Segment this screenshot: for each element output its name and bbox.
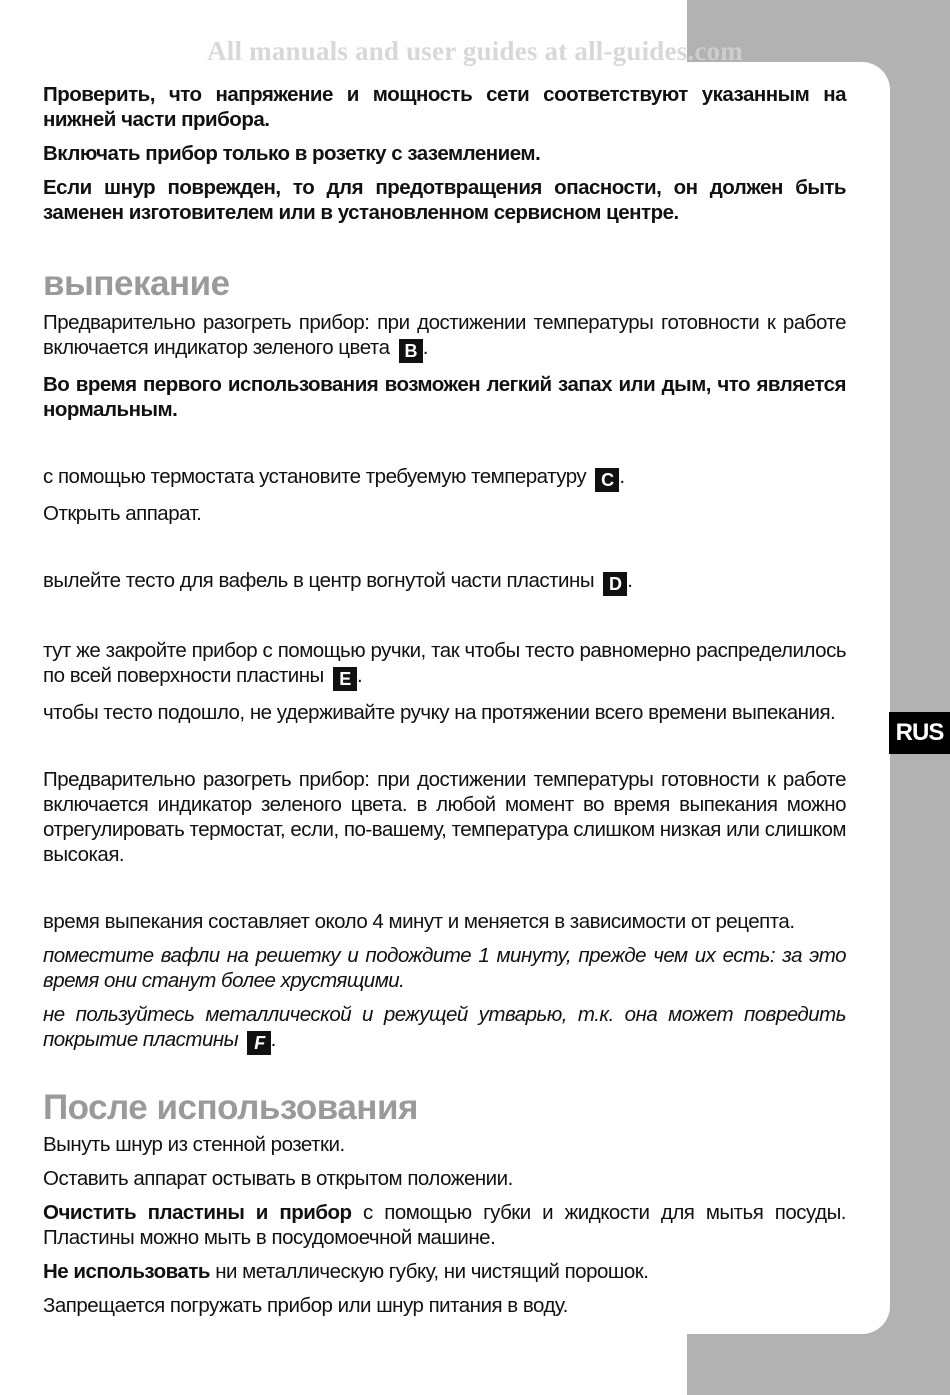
baking-preheat2-text: Предварительно разогреть прибор: при достижении температуры готовности к работе включается индикатор зеленого цвета. в любой момент во время выпекания можно отрегулировать термостат, если, по-вашему, температура слишком низкая или слишком высокая. (43, 768, 846, 866)
watermark: All manuals and user guides at all-guides.com (207, 36, 743, 66)
baking-open-text: Открыть аппарат. (43, 502, 202, 525)
baking-pour-label: вылейте тесто для вафель в центр вогнутой части пластины (43, 569, 595, 592)
baking-close-text: тут же закройте прибор с помощью ручки, так чтобы тесто равномерно распределилось по всей поверхности пластины E . (43, 639, 846, 689)
after-no-use-text (43, 1259, 846, 1284)
after-use-heading: После использования (43, 1088, 418, 1127)
after-unplug-text: Вынуть шнур из стенной розетки. (43, 1133, 345, 1156)
baking-heading: выпекание (43, 264, 230, 303)
after-clean-text (43, 1200, 846, 1250)
baking-close-label: тут же закройте прибор с помощью ручки, так чтобы тесто равномерно распределилось по всей поверхности пластины (43, 639, 846, 687)
baking-thermostat-label: с помощью термостата установите требуемую температуру (43, 465, 587, 488)
after-no-use-bold: Не использовать (43, 1260, 211, 1283)
figure-badge-c: C (595, 468, 619, 492)
after-cool-text: Оставить аппарат остывать в открытом положении. (43, 1167, 513, 1190)
baking-preheat-text: Предварительно разогреть прибор: при достижении температуры готовности к работе включается индикатор зеленого цвета B . (43, 311, 846, 361)
figure-badge-f: F (247, 1031, 271, 1055)
baking-grid-text: поместите вафли на решетку и подождите 1 минуту, прежде чем их есть: за это время они станут более хрустящими. (43, 944, 846, 992)
safety-ground-text: Включать прибор только в розетку с заземлением. (43, 142, 541, 165)
baking-utensils-label: не пользуйтесь металлической и режущей утварью, т.к. она может повредить покрытие пластины (43, 1003, 846, 1051)
language-tab: RUS (889, 712, 950, 754)
after-clean-bold: Очистить пластины и прибор (43, 1201, 352, 1224)
baking-thermostat-text: с помощью термостата установите требуемую температуру C . (43, 465, 625, 490)
safety-voltage-text: Проверить, что напряжение и мощность сети соответствуют указанным на нижней части прибора. (43, 83, 846, 131)
figure-badge-e: E (333, 667, 357, 691)
baking-pour-text: вылейте тесто для вафель в центр вогнутой части пластины D . (43, 569, 633, 594)
after-no-immerse-text: Запрещается погружать прибор или шнур питания в воду. (43, 1294, 568, 1317)
baking-rise-text: чтобы тесто подошло, не удерживайте ручку на протяжении всего времени выпекания. (43, 701, 836, 724)
safety-cord-text: Если шнур поврежден, то для предотвращения опасности, он должен быть заменен изготовителем или в установленном сервисном центре. (43, 176, 846, 224)
figure-badge-d: D (603, 572, 627, 596)
figure-badge-b: B (399, 339, 423, 363)
baking-preheat-label: Предварительно разогреть прибор: при достижении температуры готовности к работе включается индикатор зеленого цвета (43, 311, 846, 359)
after-no-use-rest: ни металлическую губку, ни чистящий порошок. (215, 1260, 649, 1283)
page-content (43, 82, 846, 1318)
after-clean-rest: с помощью губки и жидкости для мытья посуды. Пластины можно мыть в посудомоечной машине. (43, 1201, 847, 1249)
baking-first-use-text: Во время первого использования возможен легкий запах или дым, что является нормальным. (43, 373, 846, 421)
baking-time-text: время выпекания составляет около 4 минут и меняется в зависимости от рецепта. (43, 910, 795, 933)
baking-utensils-text: не пользуйтесь металлической и режущей утварью, т.к. она может повредить покрытие пластины F . (43, 1003, 846, 1053)
